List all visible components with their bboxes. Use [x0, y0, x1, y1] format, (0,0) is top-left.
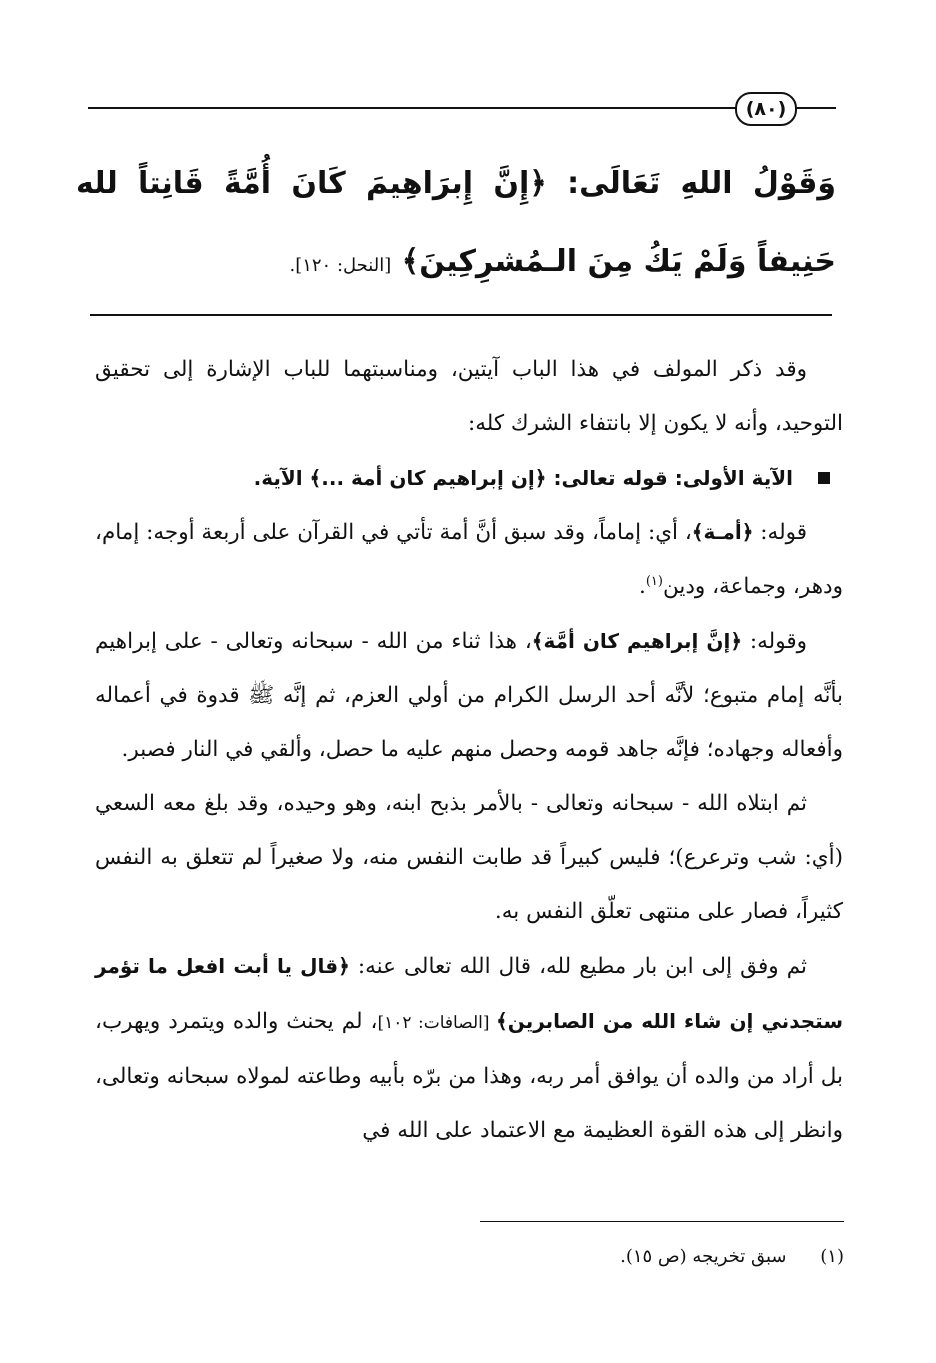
footnote-marker[interactable]: (١) — [645, 573, 663, 589]
paragraph-ibrahim — [95, 614, 843, 777]
footnote-number: (١) — [820, 1246, 844, 1267]
paragraph-son-lead: ثم وفق إلى ابن بار مطيع لله، قال الله تعالى عنه: — [349, 954, 808, 979]
paragraph-ibrahim-lead: وقوله: — [742, 629, 807, 654]
bullet-square-icon — [818, 472, 830, 484]
chapter-verse — [76, 145, 836, 305]
paragraph-trial: ثم ابتلاه الله - سبحانه وتعالى - بالأمر بذبح ابنه، وهو وحيده، وقد بلغ معه السعي (أي: شب وترعرع)؛ فليس كبيراً قد طابت النفس منه، ولا صغيراً لم تتعلق به النفس كثيراً، فصار على منتهى تعلّق النفس به. — [95, 791, 843, 924]
bullet-heading-text: الآية الأولى: قوله تعالى: ﴿إن إبراهيم كان أمة ...﴾ الآية. — [253, 466, 793, 490]
bullet-heading — [95, 451, 843, 505]
paragraph-umma — [95, 505, 843, 614]
paragraph-son-verse: ﴿قال يا أبت افعل ما تؤمر ستجدني إن شاء الله من الصابرين﴾ — [95, 954, 843, 1033]
page-number: (٨٠) — [735, 92, 797, 126]
paragraph-son — [95, 939, 843, 1158]
paragraph-umma-body: ، أي: إماماً، وقد سبق أنَّ أمة تأتي في القرآن على أربعة أوجه: إمام، ودهر، وجماعة، ودين — [95, 520, 843, 599]
paragraph-umma-end: . — [638, 574, 646, 599]
body-text — [95, 343, 843, 1158]
quran-verse: ﴿إِنَّ إِبرَاهِيمَ كَانَ أُمَّةً قَانِتاً لله حَنِيفاً وَلَمْ يَكُ مِنَ الـمُشرِكِينَ﴾ — [76, 166, 836, 279]
paragraph-intro: وقد ذكر المولف في هذا الباب آيتين، ومناسبتهما للباب الإشارة إلى تحقيق التوحيد، وأنه لا يكون إلا بانتفاء الشرك كله: — [95, 357, 843, 436]
paragraph-ibrahim-body: ، هذا ثناء من الله - سبحانه وتعالى - على إبراهيم بأنَّه إمام متبوع؛ لأنَّه أحد الرسل الكرام من أولي العزم، ثم إنَّه ﷺ قدوة في أعماله وأفعاله وجهاده؛ فإنَّه جاهد قومه وحصل منهم عليه ما حصل، وألقي في النار فصبر. — [95, 629, 843, 762]
footnote-text: سبق تخريجه (ص ١٥). — [620, 1246, 787, 1267]
paragraph-son-reference: [الصافات: ١٠٢] — [377, 1013, 496, 1033]
section-divider — [90, 314, 832, 316]
paragraph-umma-lead: قوله: — [753, 520, 807, 545]
verse-intro: وَقَوْلُ اللهِ تَعَالَى: — [567, 166, 836, 201]
header-rule — [88, 107, 836, 109]
verse-reference: [النحل: ١٢٠]. — [289, 255, 392, 276]
paragraph-son-body: ، لم يحنث والده ويتمرد ويهرب، بل أراد من والده أن يوافق أمر ربه، وهذا من برّه بأبيه وطاعته لمولاه سبحانه وتعالى، وانظر إلى هذه القوة العظيمة مع الاعتماد على الله في — [95, 1009, 843, 1143]
paragraph-ibrahim-verse: ﴿إنَّ إبراهيم كان أمَّة﴾ — [531, 629, 743, 653]
paragraph-umma-word: ﴿أمـة﴾ — [691, 520, 754, 544]
footnote — [344, 1242, 844, 1272]
footnote-divider — [480, 1221, 844, 1222]
